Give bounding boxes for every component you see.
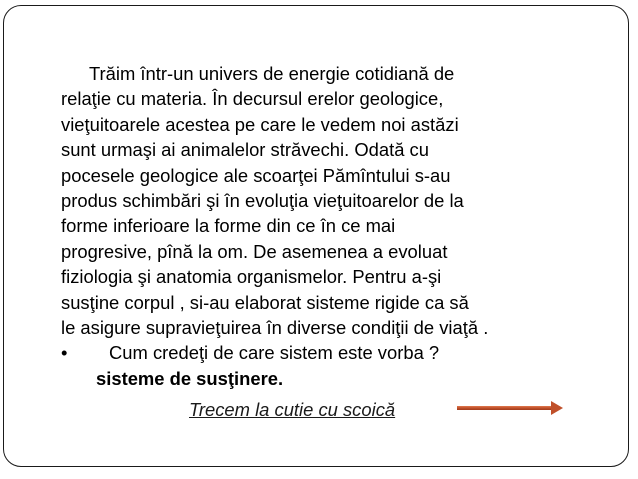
paragraph-line-4: sunt urmaşi ai animalelor străvechi. Odată cu <box>61 139 429 161</box>
paragraph-line-3: vieţuitoarele acestea pe care le vedem noi astăzi <box>61 113 459 135</box>
paragraph-line-1: Trăim într-un univers de energie cotidiană de <box>89 63 455 84</box>
next-slide-link[interactable]: Trecem la cutie cu scoică <box>189 399 396 420</box>
answer-text: sisteme de susţinere. <box>96 367 284 389</box>
paragraph-line-8: progresive, pînă la om. De asemenea a evoluat <box>61 240 448 262</box>
paragraph-line-10: susţine corpul , si-au elaborat sisteme rigide ca să <box>61 291 469 313</box>
bullet-icon: • <box>61 342 68 364</box>
arrow-shaft <box>457 406 553 410</box>
paragraph-line-6: produs schimbări şi în evoluţia vieţuitoarelor de la <box>61 189 464 211</box>
question-text: Cum credeţi de care sistem este vorba ? <box>109 342 440 364</box>
paragraph-line-2: relaţie cu materia. În decursul erelor geologice, <box>61 88 444 110</box>
question-bullet-item <box>61 340 561 365</box>
slide-text-block <box>61 61 561 391</box>
arrow-head <box>551 401 563 415</box>
right-arrow-icon[interactable] <box>455 398 565 418</box>
paragraph-line-7: forme inferioare la forme din ce în ce mai <box>61 215 396 237</box>
paragraph-line-11: le asigure supravieţuirea în diverse condiţii de viaţă . <box>61 316 489 338</box>
paragraph-line-9: fiziologia şi anatomia organismelor. Pentru a-şi <box>61 266 442 288</box>
paragraph-line-5: pocesele geologice ale scoarţei Pămîntului s-au <box>61 164 451 186</box>
